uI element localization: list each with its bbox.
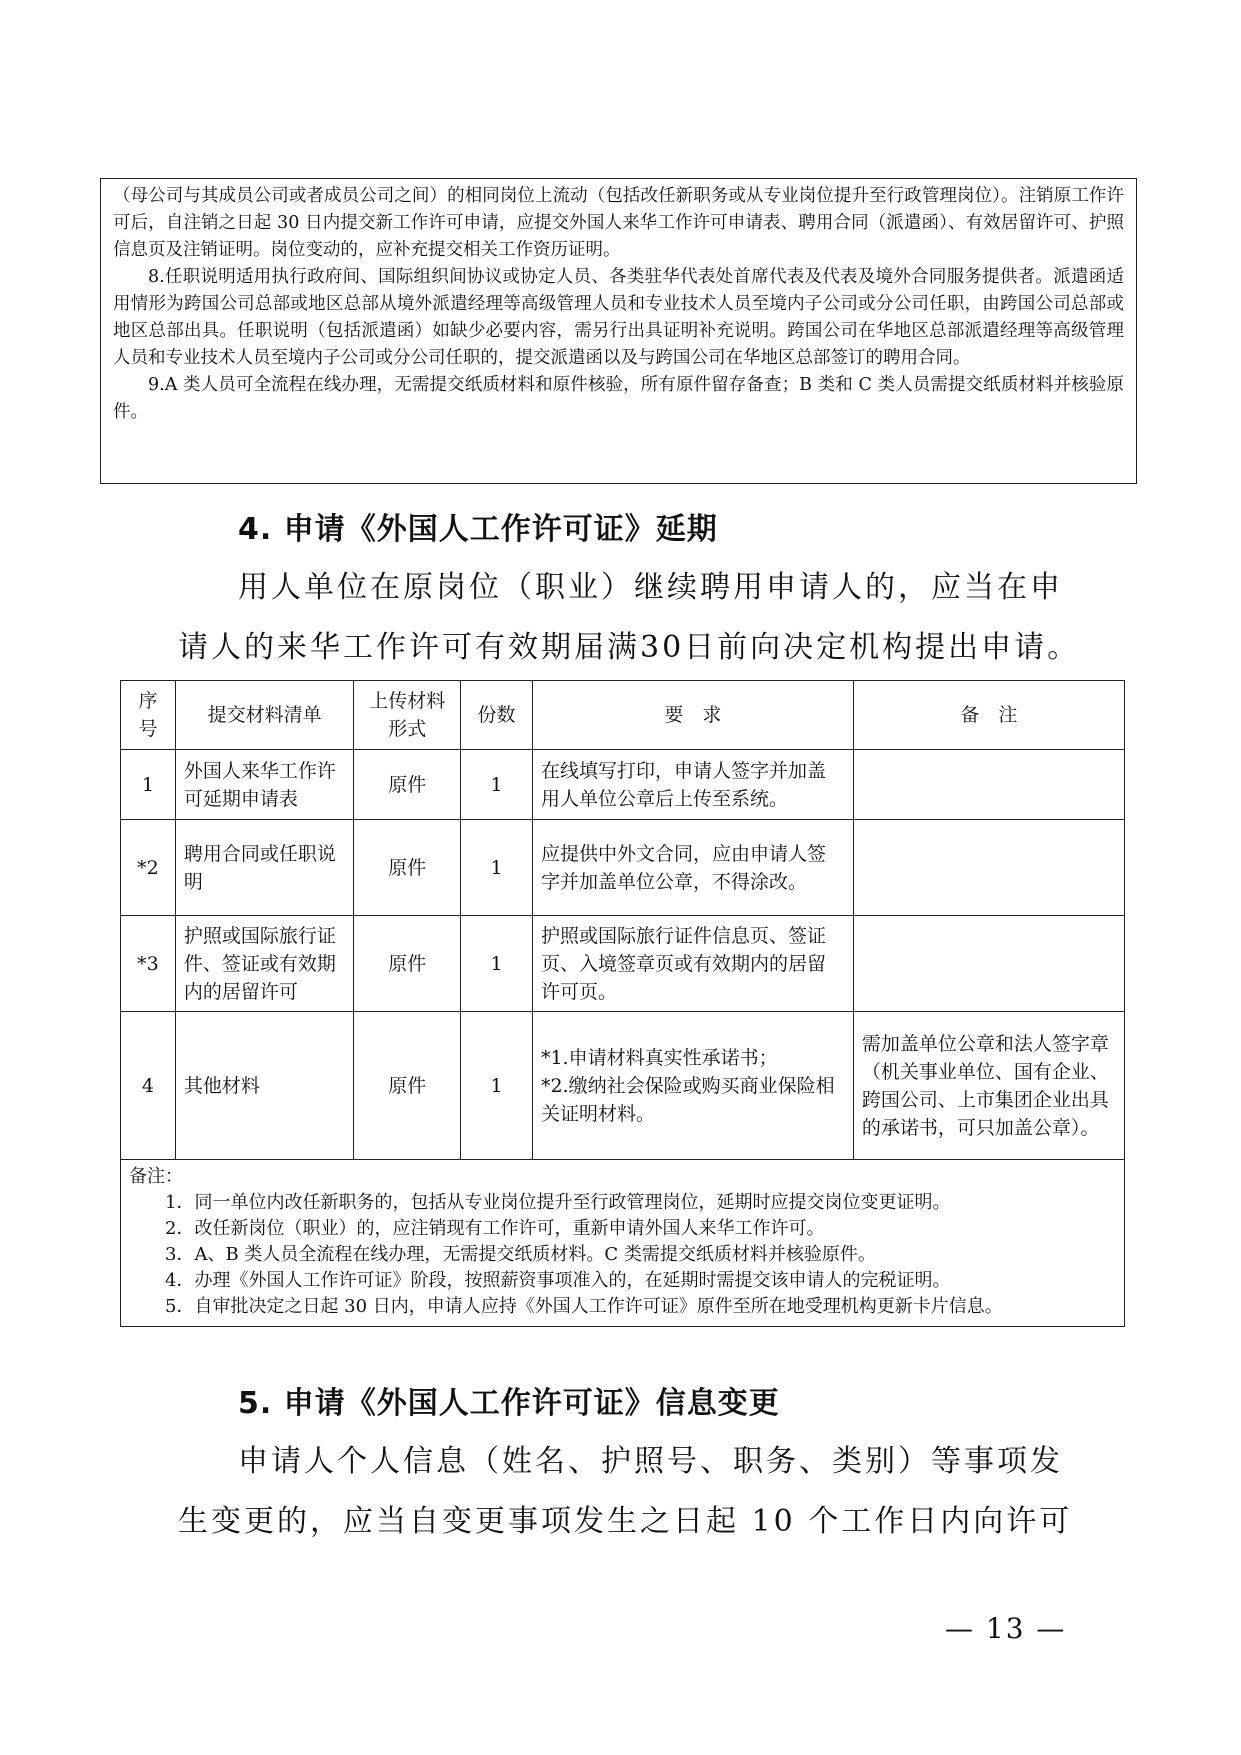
remark-item: 2．改任新岗位（职业）的，应注销现有工作许可，重新申请外国人来华工作许可。: [165, 1218, 825, 1239]
header-count: 份数: [461, 681, 533, 750]
cell-count: 1: [461, 916, 533, 1012]
cell-list: 聘用合同或任职说明: [175, 820, 353, 916]
section-4-text-line-2: 请人的来华工作许可有效期届满30日前向决定机构提出申请。: [178, 630, 1081, 665]
remark-item: 3．A、B 类人员全流程在线办理，无需提交纸质材料。C 类需提交纸质材料并核验原件。: [165, 1244, 876, 1265]
header-no: 序号: [121, 681, 176, 750]
table-row: [121, 916, 1125, 1012]
table-row: [121, 820, 1125, 916]
section-5-heading: 5. 申请《外国人工作许可证》信息变更: [238, 1386, 780, 1421]
header-requirements: 要 求: [532, 681, 853, 750]
cell-requirements: 应提供中外文合同，应由申请人签字并加盖单位公章，不得涂改。: [532, 820, 853, 916]
cell-list: 外国人来华工作许可延期申请表: [175, 750, 353, 820]
cell-requirements: *1.申请材料真实性承诺书； *2.缴纳社会保险或购买商业保险相关证明材料。: [532, 1012, 853, 1160]
cell-no: 1: [121, 750, 176, 820]
cell-requirements: 在线填写打印，申请人签字并加盖用人单位公章后上传至系统。: [532, 750, 853, 820]
cell-notes: [853, 916, 1124, 1012]
header-form: 上传材料形式: [354, 681, 461, 750]
note-paragraph-8: 8.任职说明适用执行政府间、国际组织间协议或协定人员、各类驻华代表处首席代表及代表及境外合同服务提供者。派遣函适用情形为跨国公司总部或地区总部从境外派遣经理等高级管理人员和专业技术人员至境内子公司或分公司任职，由跨国公司总部或地区总部出具。任职说明（包括派遣函）如缺少必要内容，需另行出具证明补充说明。跨国公司在华地区总部派遣经理等高级管理人员和专业技术人员至境内子公司或分公司任职的，提交派遣函以及与跨国公司在华地区总部签订的聘用合同。: [113, 267, 1124, 368]
cell-requirements: 护照或国际旅行证件信息页、签证页、入境签章页或有效期内的居留许可页。: [532, 916, 853, 1012]
remark-item: 5．自审批决定之日起 30 日内，申请人应持《外国人工作许可证》原件至所在地受理机构更新卡片信息。: [165, 1296, 1003, 1317]
remark-item: 4．办理《外国人工作许可证》阶段，按照薪资事项准入的，在延期时需提交该申请人的完税证明。: [165, 1270, 951, 1291]
note-paragraph-7-continued: （母公司与其成员公司或者成员公司之间）的相同岗位上流动（包括改任新职务或从专业岗位提升至行政管理岗位）。注销原工作许可后，自注销之日起 30 日内提交新工作许可申请，应提交外国人来华工作许可申请表、聘用合同（派遣函）、有效居留许可、护照信息页及注销证明。岗位变动的，应补充提交相关工作资历证明。: [113, 186, 1124, 260]
cell-no: *3: [121, 916, 176, 1012]
remark-item: 1．同一单位内改任新职务的，包括从专业岗位提升至行政管理岗位，延期时应提交岗位变更证明。: [165, 1192, 951, 1213]
cell-form: 原件: [354, 1012, 461, 1160]
remarks-title: 备注：: [129, 1166, 183, 1187]
cell-count: 1: [461, 1012, 533, 1160]
remarks-row: [121, 1160, 1125, 1327]
cell-form: 原件: [354, 750, 461, 820]
cell-list: 护照或国际旅行证件、签证或有效期内的居留许可: [175, 916, 353, 1012]
header-list: 提交材料清单: [175, 681, 353, 750]
section-4-heading: 4. 申请《外国人工作许可证》延期: [238, 512, 718, 547]
notes-box-continued: [100, 178, 1137, 484]
remarks-cell: [121, 1160, 1125, 1327]
section-5-text-line-1: 申请人个人信息（姓名、护照号、职务、类别）等事项发: [238, 1444, 1063, 1479]
cell-form: 原件: [354, 916, 461, 1012]
section-5-text-line-2: 生变更的，应当自变更事项发生之日起 10 个工作日内向许可: [178, 1504, 1073, 1539]
cell-no: *2: [121, 820, 176, 916]
header-notes: 备 注: [853, 681, 1124, 750]
cell-notes: 需加盖单位公章和法人签字章（机关事业单位、国有企业、跨国公司、上市集团企业出具的承诺书，可只加盖公章）。: [853, 1012, 1124, 1160]
table-header-row: [121, 681, 1125, 750]
page-number: — 13 —: [945, 1612, 1067, 1645]
cell-list: 其他材料: [175, 1012, 353, 1160]
cell-form: 原件: [354, 820, 461, 916]
cell-count: 1: [461, 820, 533, 916]
materials-table: [120, 680, 1125, 1327]
cell-count: 1: [461, 750, 533, 820]
table-row: [121, 1012, 1125, 1160]
table-row: [121, 750, 1125, 820]
note-paragraph-9: 9.A 类人员可全流程在线办理，无需提交纸质材料和原件核验，所有原件留存备查；B 类和 C 类人员需提交纸质材料并核验原件。: [113, 375, 1124, 422]
cell-notes: [853, 820, 1124, 916]
section-4-text-line-1: 用人单位在原岗位（职业）继续聘用申请人的，应当在申: [238, 570, 1063, 605]
cell-no: 4: [121, 1012, 176, 1160]
cell-notes: [853, 750, 1124, 820]
